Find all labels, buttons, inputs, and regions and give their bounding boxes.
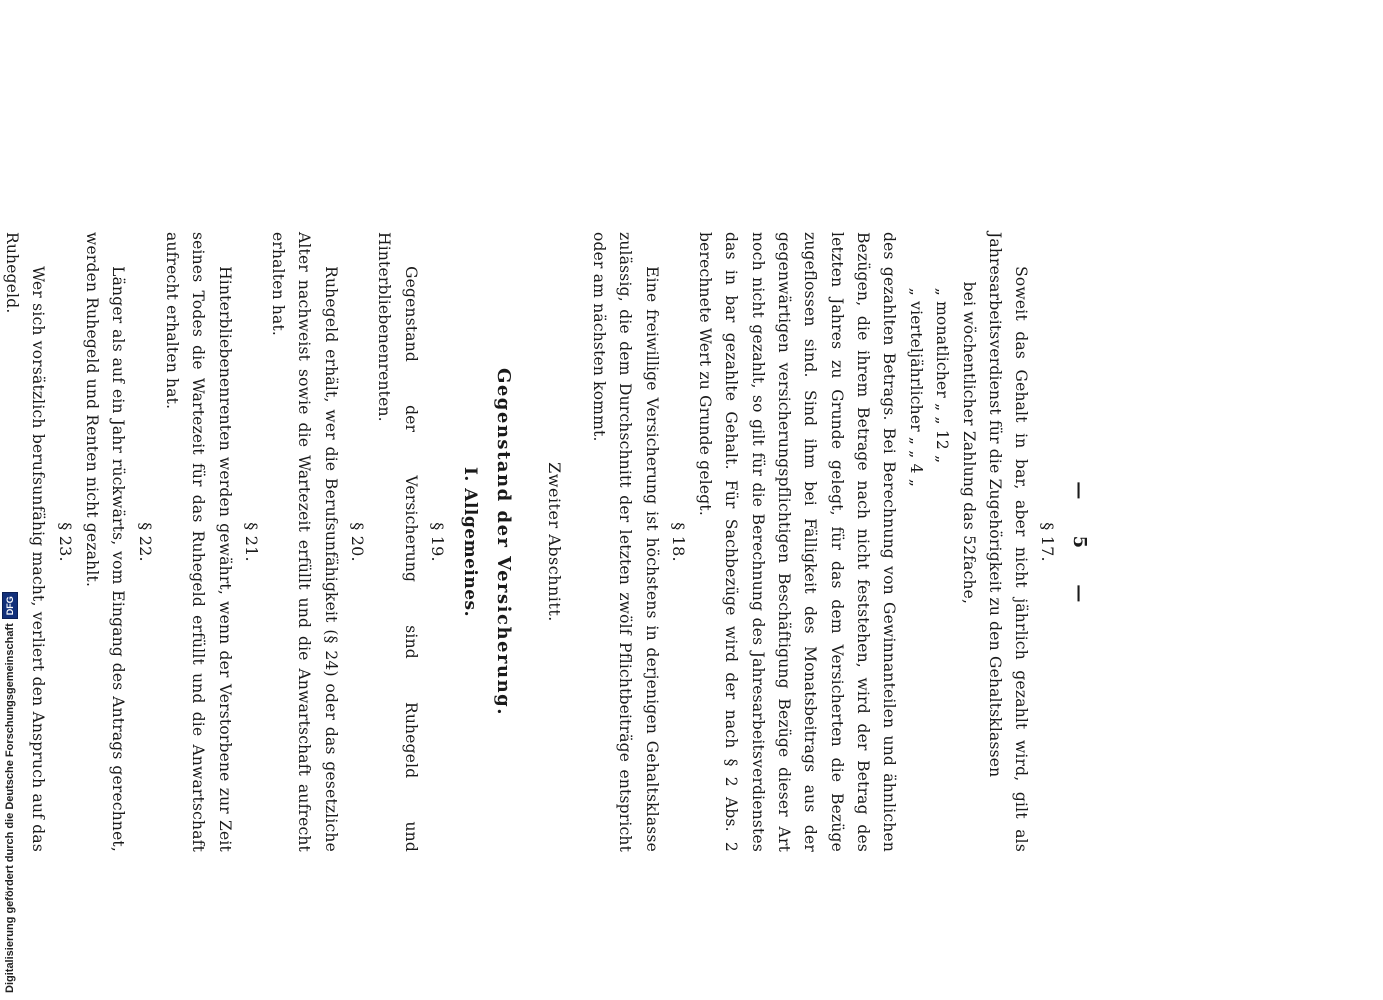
paragraph-number: § 17. — [1038, 522, 1058, 562]
paragraph-number: § 22. — [135, 522, 155, 562]
header-dash-left: — — [1069, 481, 1090, 500]
paragraph-number: § 18. — [668, 522, 688, 562]
subsection-title: I. Allgemeines. — [459, 466, 480, 618]
margin-note — [2, 593, 18, 993]
paragraph-number: § 23. — [55, 522, 75, 562]
text-paragraph: Eine freiwillige Versicherung ist höchstens in derjenigen Gehaltsklasse zulässig, die dem Durchschnitt der letzten zwölf Pflichtbeiträge entspricht oder am nächsten kommt. — [589, 232, 661, 852]
document-body — [0, 232, 1061, 852]
text-paragraph: Soweit das Gehalt in bar, aber nicht jährlich gezahlt wird, gilt als Jahresarbeitsverdienst für die Zugehörigkeit zu den Gehaltsklassen — [985, 232, 1031, 852]
section-heading: Zweiter Abschnitt. — [544, 462, 564, 622]
header-dash-right: — — [1069, 584, 1090, 603]
text-paragraph: Länger als auf ein Jahr rückwärts, vom Eingang des Antrags gerechnet, werden Ruhegeld und Renten nicht gezahlt. — [83, 232, 128, 852]
text-paragraph: Ruhegeld erhält, wer die Berufsunfähigkeit (§ 24) oder das gesetzliche Alter nachweist sowie die Wartezeit erfüllt und die Anwartschaft aufrecht erhalten hat. — [269, 232, 340, 852]
text-paragraph: des gezahlten Betrags. Bei Berechnung von Gewinnanteilen und ähnlichen Bezügen, die ihrem Betrage nach nicht feststehen, wird der Betrag des letzten Jahres zu Grunde gelegt, für das dem Versicherten die Bezüge zugeflossen sind. Sind ihm bei Fälligkeit des Monatsbeitrags aus der gegenwärtigen versicherungspflichtigen Beschäftigung Bezüge dieser Art noch nicht gezahlt, so gilt für die Berechnung des Jahresarbeitsverdienstes das in bar gezahlte Gehalt. Für Sachbezüge wird der nach § 2 Abs. 2 berechnete Wert zu Grunde gelegt. — [696, 232, 899, 852]
dfg-logo: DFG — [2, 592, 18, 619]
text-paragraph: Hinterbliebenenrenten werden gewährt, wenn der Verstorbene zur Zeit seines Todes die Wartezeit für das Ruhegeld erfüllt und die Anwartschaft aufrecht erhalten hat. — [162, 232, 234, 852]
text-paragraph: Gegenstand der Versicherung sind Ruhegeld und Hinterbliebenenrenten. — [375, 232, 420, 852]
page-number: 5 — [1069, 535, 1090, 549]
page-header — [1063, 232, 1094, 852]
text-paragraph: Wer sich vorsätzlich berufsunfähig macht, verliert den Anspruch auf das Ruhegeld. — [3, 232, 48, 852]
margin-note-text: Digitalisierung gefördert durch die Deutsche Forschungsgemeinschaft — [4, 623, 16, 993]
paragraph-number: § 20. — [347, 522, 367, 562]
paragraph-number: § 19. — [427, 522, 447, 562]
text-paragraph: „ vierteljährlicher „ „ 4 „ — [906, 287, 925, 488]
chapter-title: Gegenstand der Versicherung. — [493, 367, 515, 717]
text-paragraph: „ monatlicher „ „ 12 „ — [933, 287, 952, 464]
paragraph-number: § 21. — [241, 522, 261, 562]
text-paragraph: bei wöchentlicher Zahlung das 52fache, — [959, 281, 978, 605]
